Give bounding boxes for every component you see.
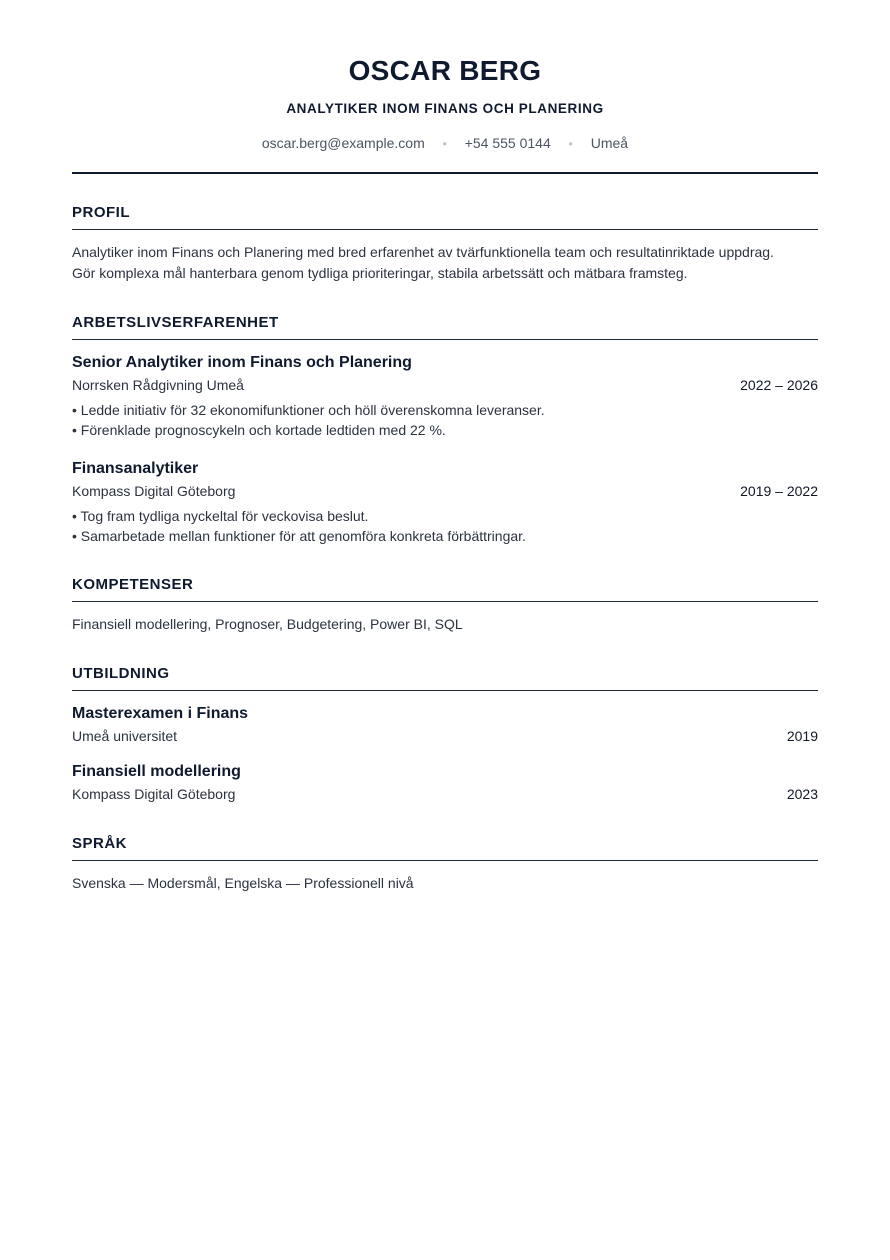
job-bullet: • Samarbetade mellan funktioner för att genomföra konkreta förbättringar.	[72, 526, 818, 546]
section-divider	[72, 860, 818, 861]
skills-section	[72, 574, 818, 635]
contact-phone: +54 555 0144	[464, 135, 551, 151]
contact-separator: •	[442, 137, 447, 151]
job-company: Norrsken Rådgivning Umeå	[72, 377, 244, 393]
profile-line: Gör komplexa mål hanterbara genom tydliga prioriteringar, stabila arbetssätt och mätbara framsteg.	[72, 265, 688, 281]
candidate-title: ANALYTIKER INOM FINANS OCH PLANERING	[286, 101, 604, 116]
profile-section	[72, 202, 818, 284]
section-heading: KOMPETENSER	[72, 576, 194, 593]
resume-header	[72, 0, 818, 174]
job-title: Senior Analytiker inom Finans och Planering	[72, 354, 412, 371]
job-bullet: • Tog fram tydliga nyckeltal för veckovisa beslut.	[72, 506, 818, 526]
contact-city: Umeå	[590, 135, 629, 151]
contact-line	[72, 132, 818, 154]
education-entry	[72, 703, 818, 747]
section-heading: UTBILDNING	[72, 665, 170, 682]
education-entry	[72, 761, 818, 805]
education-year: 2023	[786, 786, 818, 802]
experience-section	[72, 312, 818, 546]
profile-line: Analytiker inom Finans och Planering med bred erfarenhet av tvärfunktionella team och resultatinriktade uppdrag.	[72, 244, 774, 260]
experience-list	[72, 352, 818, 546]
languages-section	[72, 833, 818, 894]
job-bullet: • Förenklade prognoscykeln och kortade ledtiden med 22 %.	[72, 420, 818, 440]
section-heading: PROFIL	[72, 204, 130, 221]
education-year: 2019	[786, 728, 818, 744]
job-title: Finansanalytiker	[72, 460, 199, 477]
section-heading: SPRÅK	[72, 835, 128, 852]
education-section	[72, 663, 818, 805]
education-meta	[72, 725, 818, 747]
job-bullet: • Ledde initiativ för 32 ekonomifunktioner och höll överenskomna leveranser.	[72, 400, 818, 420]
section-divider	[72, 229, 818, 230]
header-divider	[72, 172, 818, 174]
education-meta	[72, 783, 818, 805]
education-list	[72, 703, 818, 805]
job-dates: 2022 – 2026	[740, 377, 818, 393]
job-bullets	[72, 400, 818, 440]
section-divider	[72, 690, 818, 691]
section-divider	[72, 601, 818, 602]
job-entry	[72, 458, 818, 546]
job-meta	[72, 480, 818, 502]
candidate-name: OSCAR BERG	[348, 55, 542, 86]
education-school: Kompass Digital Göteborg	[72, 786, 236, 802]
job-entry	[72, 352, 818, 440]
contact-email: oscar.berg@example.com	[261, 135, 425, 151]
job-meta	[72, 374, 818, 396]
languages-text: Svenska — Modersmål, Engelska — Professionell nivå	[72, 875, 414, 891]
education-school: Umeå universitet	[72, 728, 178, 744]
education-title: Finansiell modellering	[72, 763, 241, 780]
job-dates: 2019 – 2022	[740, 483, 818, 499]
section-heading: ARBETSLIVSERFARENHET	[72, 314, 279, 331]
skills-text: Finansiell modellering, Prognoser, Budgetering, Power BI, SQL	[72, 616, 463, 632]
section-divider	[72, 339, 818, 340]
job-bullets	[72, 506, 818, 546]
job-company: Kompass Digital Göteborg	[72, 483, 236, 499]
profile-text	[72, 242, 818, 284]
contact-separator: •	[568, 137, 573, 151]
education-title: Masterexamen i Finans	[72, 705, 249, 722]
